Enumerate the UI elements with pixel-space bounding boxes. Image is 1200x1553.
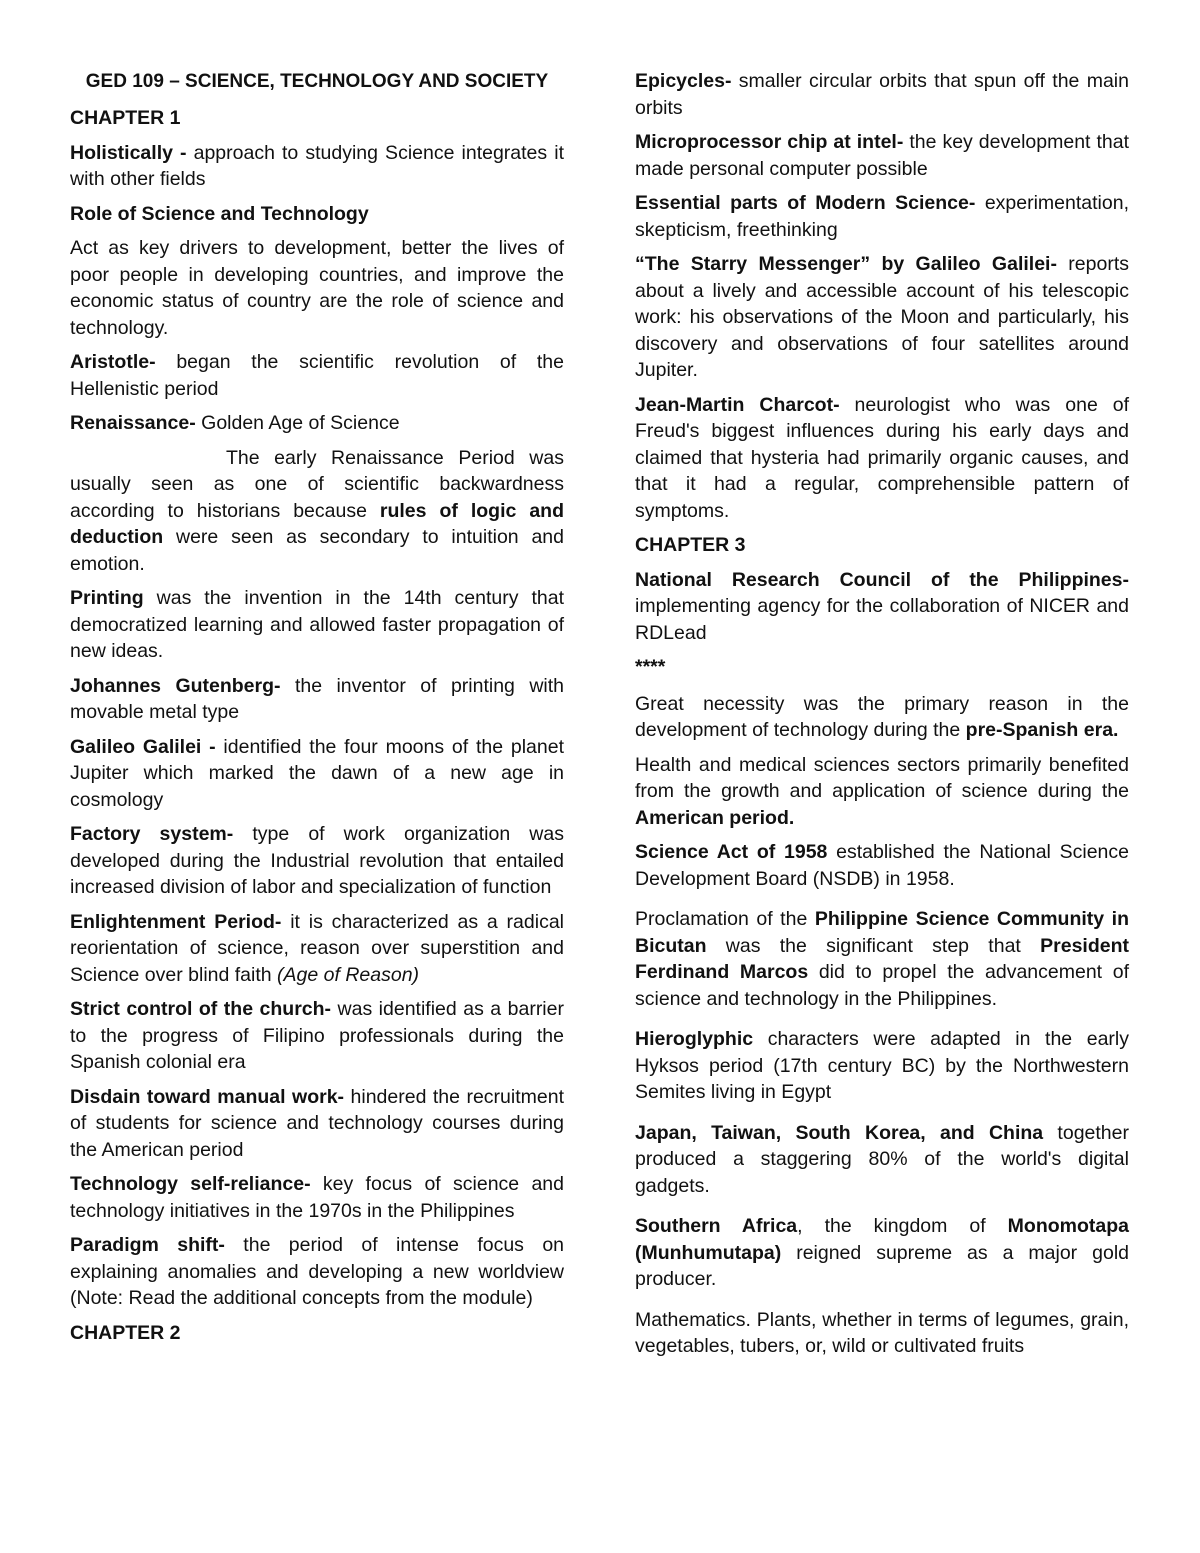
term: Microprocessor chip at intel- — [635, 131, 904, 153]
definition: the inventor of printing with movable metal type — [70, 674, 564, 723]
definition: smaller circular orbits that spun off the main orbits — [635, 70, 1129, 119]
entry-charcot — [635, 392, 1129, 525]
text: , the kingdom of — [797, 1215, 1008, 1237]
bold-text: Southern Africa — [635, 1215, 798, 1237]
term: Johannes Gutenberg- — [70, 674, 281, 697]
entry-microprocessor — [635, 129, 1129, 182]
entry-holistically — [70, 140, 564, 193]
bold-text: Science Act of 1958 — [635, 841, 828, 863]
term: Technology self-reliance- — [70, 1173, 311, 1195]
bold-text: President Ferdinand Marcos — [635, 934, 1129, 983]
renaissance-paragraph — [70, 445, 564, 578]
chapter-1-heading: CHAPTER 1 — [70, 107, 181, 129]
text: established the National Science Development Board (NSDB) in 1958. — [635, 841, 1129, 890]
chapter-2-heading: CHAPTER 2 — [70, 1321, 181, 1344]
text: together produced a staggering 80% of the world's digital gadgets. — [635, 1121, 1129, 1197]
definition: hindered the recruitment of students for science and technology courses during the American period — [70, 1085, 564, 1161]
entry-hieroglyphic — [635, 1026, 1129, 1106]
term: National Research Council of the Philippines- — [635, 568, 1129, 591]
text: reigned supreme as a major gold producer. — [635, 1241, 1129, 1290]
term: Essential parts of Modern Science- — [635, 192, 976, 214]
page-title: GED 109 – SCIENCE, TECHNOLOGY AND SOCIETY — [85, 71, 549, 92]
role-text: Act as key drivers to development, better the lives of poor people in developing countries, and improve the economic status of country are the role of science and technology. — [70, 237, 564, 339]
entry-essential-parts — [635, 190, 1129, 243]
entry-gutenberg — [70, 673, 564, 726]
entry-renaissance — [70, 410, 564, 437]
bold-text: Japan, Taiwan, South Korea, and China — [635, 1121, 1044, 1144]
term: Printing — [70, 587, 144, 609]
definition: began the scientific revolution of the Hellenistic period — [70, 351, 564, 400]
entry-southern-africa — [635, 1213, 1129, 1293]
text: characters were adapted in the early Hyksos period (17th century BC) by the Northwestern Semites living in Egypt — [635, 1028, 1129, 1103]
text: did to propel the advancement of science and technology in the Philippines. — [635, 961, 1129, 1010]
definition: the period of intense focus on explaining anomalies and developing a new worldview (Note: Read the additional concepts from the module) — [70, 1234, 565, 1309]
entry-digital-gadgets — [635, 1120, 1129, 1200]
definition: implementing agency for the collaboration of NICER and RDLead — [635, 595, 1129, 644]
definition: approach to studying Science integrates it with other fields — [70, 141, 564, 190]
term: Disdain toward manual work- — [70, 1085, 345, 1108]
term: Jean-Martin Charcot- — [635, 393, 840, 416]
term: Galileo Galilei - — [70, 735, 216, 758]
text: Proclamation of the — [635, 908, 815, 930]
definition: type of work organization was developed during the Industrial revolution that entailed increased division of labor and specialization of function — [70, 823, 564, 898]
bold-text: rules of logic and deduction — [70, 499, 564, 548]
term: Paradigm shift- — [70, 1234, 225, 1256]
definition: Golden Age of Science — [195, 412, 400, 434]
term: Factory system- — [70, 823, 234, 845]
text: was the significant step that — [706, 934, 1041, 957]
bold-text: Monomotapa (Munhumutapa) — [635, 1215, 1129, 1264]
entry-paradigm-shift — [70, 1232, 564, 1312]
entry-disdain — [70, 1084, 564, 1164]
text: were seen as secondary to intuition and emotion. — [70, 526, 564, 575]
text: The early Renaissance Period was usually seen as one of scientific backwardness according to historians because — [70, 446, 564, 522]
right-column — [635, 68, 1129, 1368]
left-column — [70, 68, 564, 1354]
text: Great necessity was the primary reason in the development of technology during the — [635, 692, 1129, 741]
term: Renaissance- — [70, 412, 196, 434]
chapter-3-heading: CHAPTER 3 — [635, 534, 746, 556]
entry-printing — [70, 585, 564, 665]
definition: the key development that made personal computer possible — [635, 131, 1129, 180]
role-heading — [70, 201, 564, 228]
definition: reports about a lively and accessible account of his telescopic work: his observations of the Moon and particularly, his discovery and observations of four satellites around Jupiter. — [635, 253, 1129, 381]
entry-epicycles — [635, 68, 1129, 121]
bold-text: American period. — [635, 806, 795, 829]
text: Health and medical sciences sectors primarily benefited from the growth and application of science during the — [635, 753, 1129, 802]
entry-proclamation — [635, 906, 1129, 1012]
definition: it is characterized as a radical reorientation of science, reason over superstition and Science over blind faith — [70, 910, 565, 986]
heading-text: Role of Science and Technology — [70, 202, 369, 225]
definition: neurologist who was one of Freud's biggest influences during his early days and claimed that hysteria had primarily organic causes, and that it had a regular, comprehensible pattern of symptoms. — [635, 393, 1130, 522]
term: Enlightenment Period- — [70, 910, 282, 933]
bold-text: Philippine Science Community in Bicutan — [635, 908, 1129, 957]
section-separator: **** — [635, 656, 666, 678]
entry-mathematics: Mathematics. Plants, whether in terms of legumes, grain, vegetables, tubers, or, wild or cultivated fruits — [635, 1308, 1129, 1357]
bold-text: Hieroglyphic — [635, 1028, 754, 1050]
term: “The Starry Messenger” by Galileo Galilei- — [635, 253, 1057, 275]
entry-enlightenment — [70, 909, 564, 989]
entry-science-act — [635, 839, 1129, 892]
entry-health-sciences — [635, 752, 1129, 832]
entry-aristotle — [70, 349, 564, 402]
definition: identified the four moons of the planet Jupiter which marked the dawn of a new age in cosmology — [70, 735, 564, 811]
italic-note: (Age of Reason) — [277, 963, 420, 986]
entry-nrcp — [635, 567, 1129, 647]
entry-factory-system — [70, 821, 564, 901]
term: Strict control of the church- — [70, 998, 332, 1020]
entry-church-control — [70, 996, 564, 1076]
term: Holistically - — [70, 141, 187, 164]
definition: key focus of science and technology initiatives in the 1970s in the Philippines — [70, 1173, 564, 1222]
definition: experimentation, skepticism, freethinking — [635, 192, 1129, 241]
definition: was identified as a barrier to the progress of Filipino professionals during the Spanish colonial era — [70, 998, 564, 1073]
definition: was the invention in the 14th century that democratized learning and allowed faster propagation of new ideas. — [70, 587, 564, 662]
entry-great-necessity — [635, 691, 1129, 744]
bold-text: pre-Spanish era. — [965, 719, 1119, 741]
term: Epicycles- — [635, 70, 732, 92]
entry-starry-messenger — [635, 251, 1129, 384]
entry-self-reliance — [70, 1171, 564, 1224]
entry-galileo — [70, 734, 564, 814]
term: Aristotle- — [70, 351, 156, 373]
